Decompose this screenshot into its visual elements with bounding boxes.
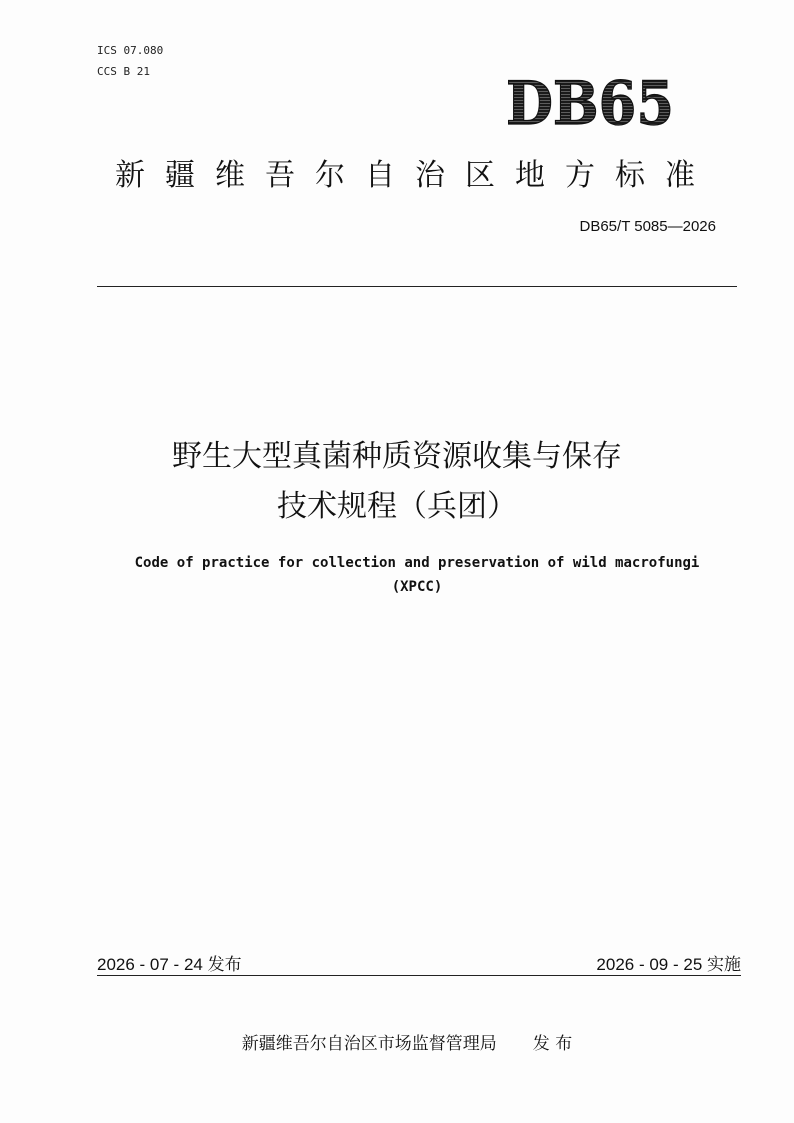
chinese-title-line-2: 技术规程（兵团） <box>277 489 517 524</box>
english-title-line-2: (XPCC) <box>391 579 443 595</box>
classification-codes <box>97 40 163 82</box>
chinese-title-line-1: 野生大型真菌种质资源收集与保存 <box>172 439 622 474</box>
svg-text:DB65: DB65 <box>506 72 674 132</box>
chinese-title <box>0 432 794 532</box>
dates-row <box>97 950 741 975</box>
publisher-name: 新疆维吾尔自治区市场监督管理局 <box>241 1034 497 1054</box>
publisher-line <box>0 1029 794 1054</box>
ccs-code: CCS B 21 <box>97 65 150 78</box>
db65-logo <box>506 72 676 132</box>
header-divider <box>97 286 737 287</box>
english-title <box>0 551 794 599</box>
english-title-line-1: Code of practice for collection and preservation of wild macrofungi <box>134 555 700 571</box>
publisher-action: 发 布 <box>532 1034 573 1054</box>
issue-date: 2026 - 07 - 24 发布 <box>97 955 242 974</box>
ics-code: ICS 07.080 <box>97 44 164 57</box>
implementation-date: 2026 - 09 - 25 实施 <box>596 955 741 974</box>
footer-divider <box>97 975 741 976</box>
standard-number: DB65/T 5085—2026 <box>579 218 716 235</box>
standard-type-title: 新疆维吾尔自治区地方标准 <box>115 158 715 193</box>
